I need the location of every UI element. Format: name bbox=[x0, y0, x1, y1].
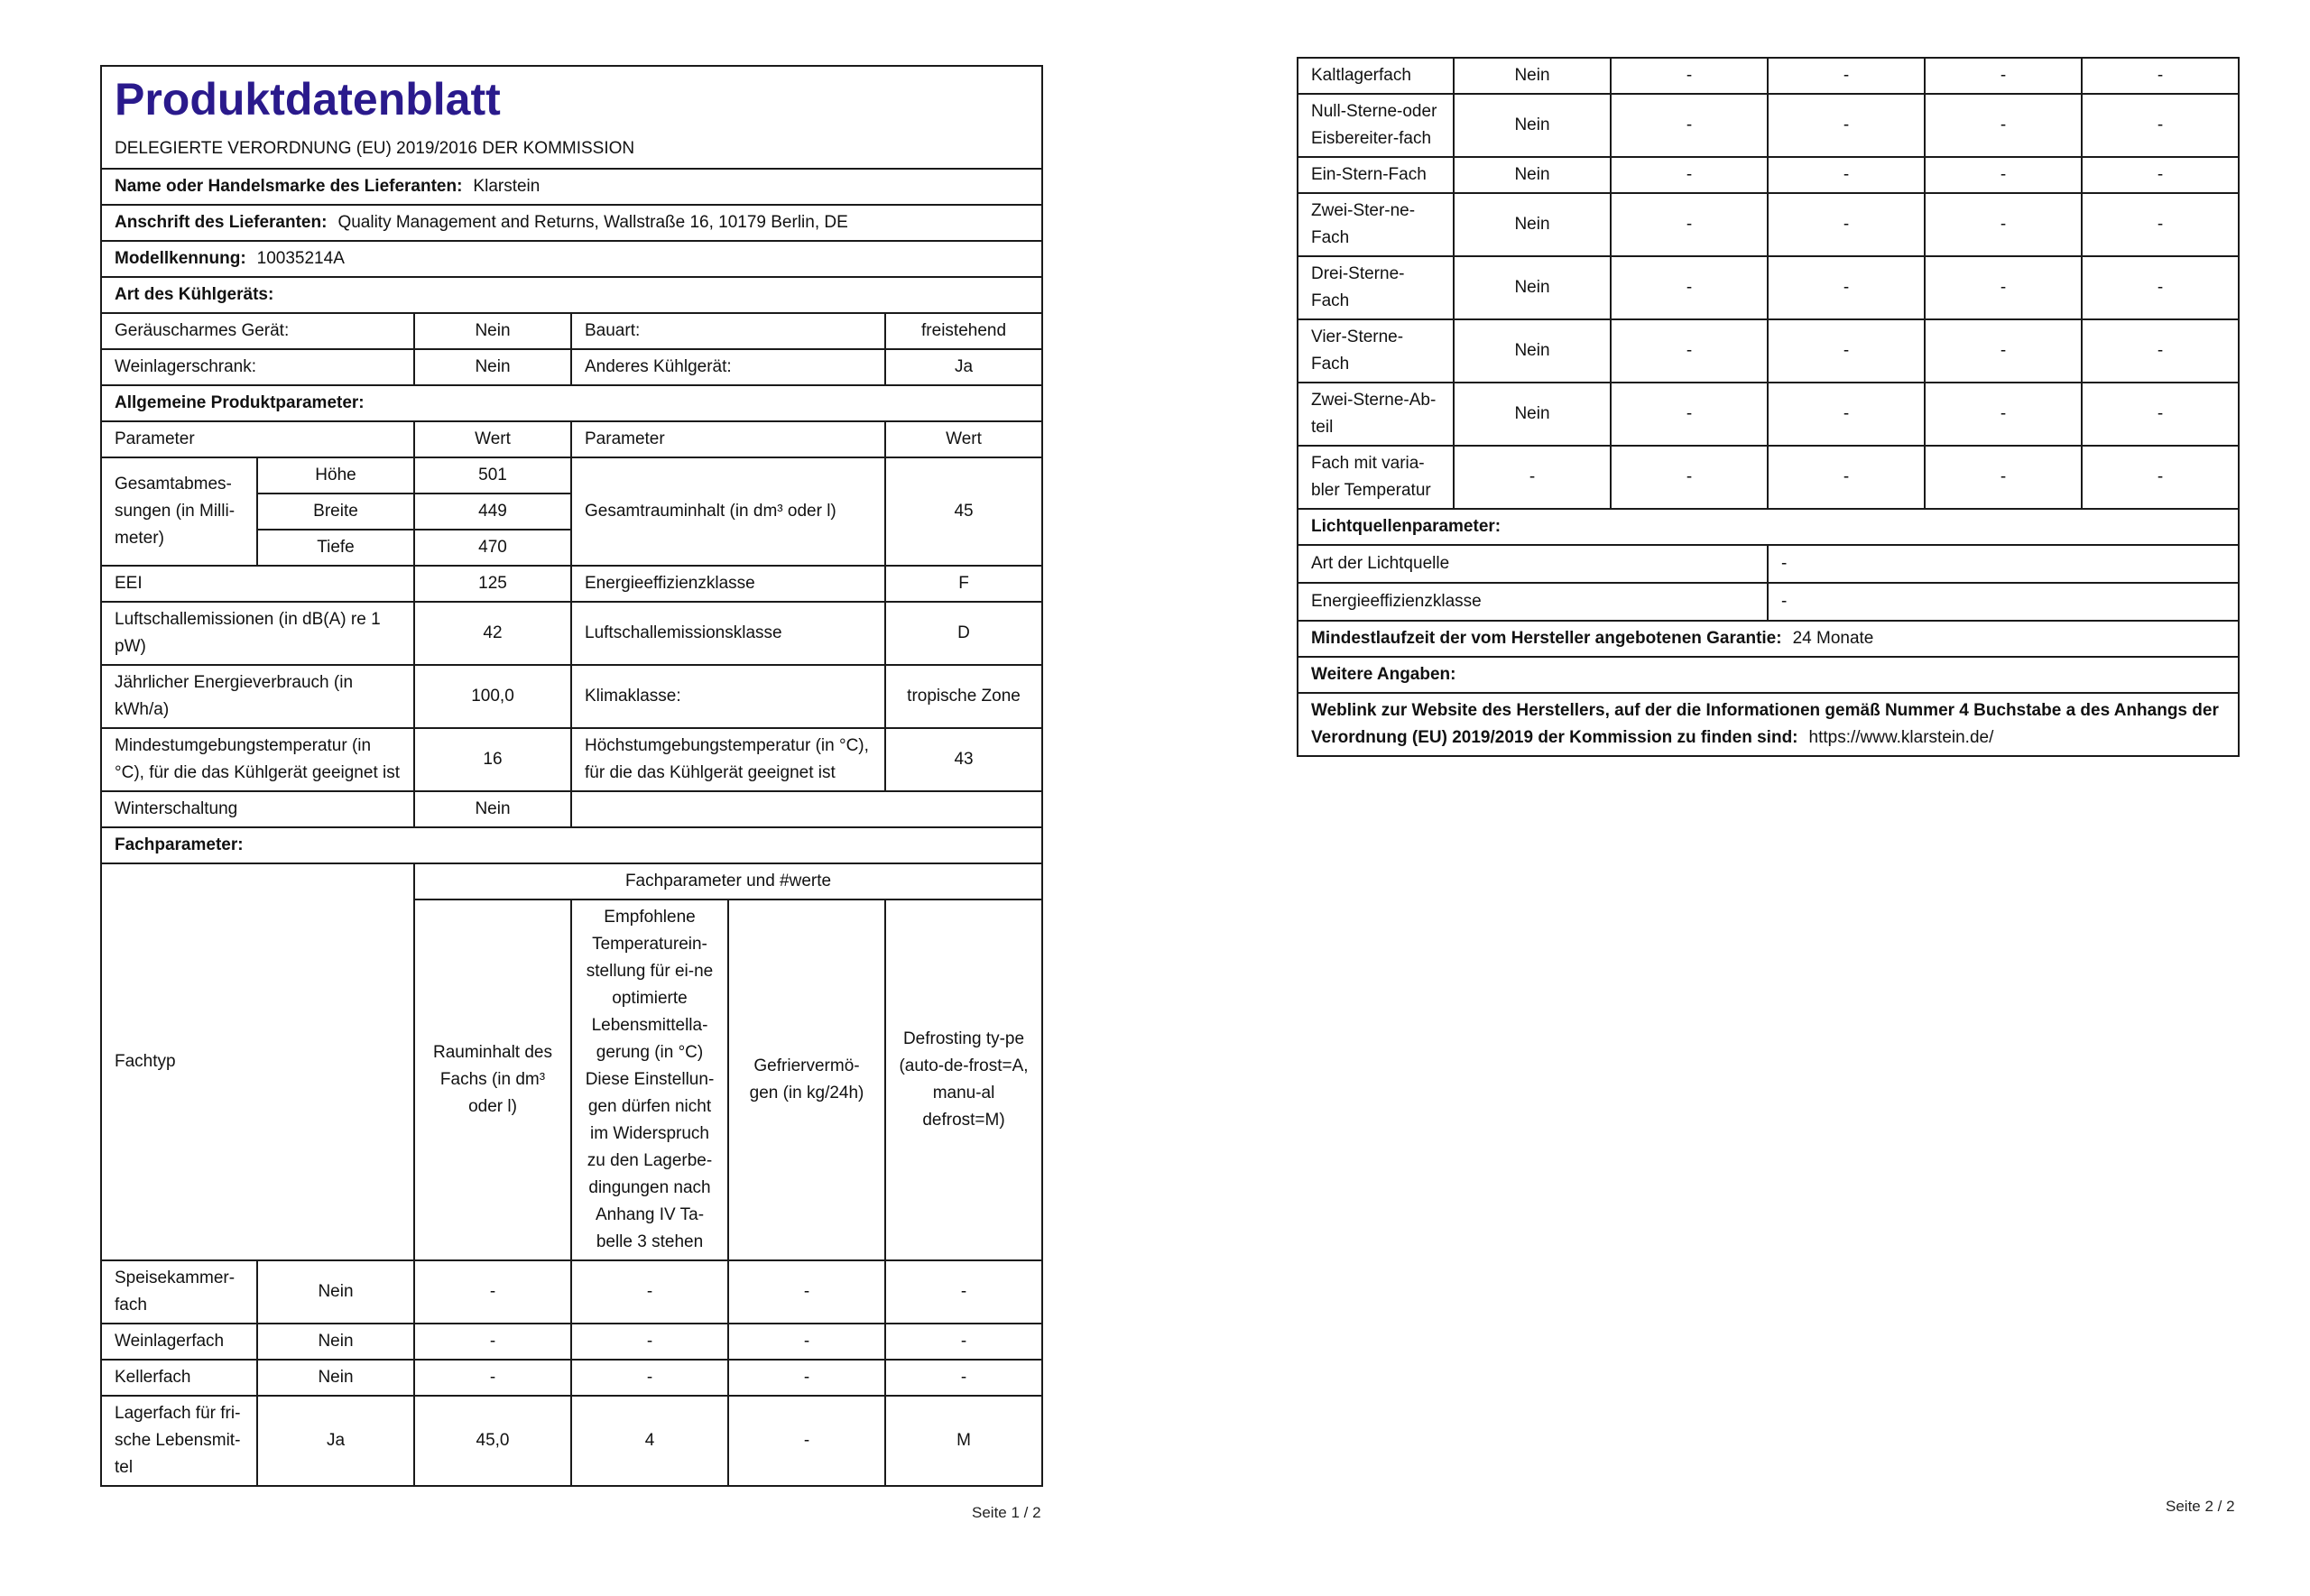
type-param: Geräuscharmes Gerät: bbox=[101, 313, 414, 349]
param-name: Jährlicher Energieverbrauch (in kWh/a) bbox=[101, 665, 414, 728]
fach-present: Ja bbox=[257, 1396, 414, 1486]
fach-value: - bbox=[1768, 58, 1925, 94]
dimension-name: Tiefe bbox=[257, 530, 414, 566]
param-name: Mindestumgebungstemperatur (in °C), für die das Kühlgerät geeignet ist bbox=[101, 728, 414, 791]
light-param-value: - bbox=[1768, 545, 2239, 583]
fach-present: Nein bbox=[1454, 256, 1611, 319]
further-heading: Weitere Angaben: bbox=[1298, 657, 2239, 693]
fach-value: - bbox=[885, 1360, 1042, 1396]
fach-value: - bbox=[2082, 256, 2239, 319]
type-param: Bauart: bbox=[571, 313, 885, 349]
fach-name: Zwei-Ster-ne-Fach bbox=[1298, 193, 1454, 256]
fach-present: Nein bbox=[257, 1360, 414, 1396]
fach-value: - bbox=[885, 1324, 1042, 1360]
fach-value: - bbox=[1925, 319, 2082, 383]
param-value: 100,0 bbox=[414, 665, 571, 728]
param-value: tropische Zone bbox=[885, 665, 1042, 728]
light-heading: Lichtquellenparameter: bbox=[1298, 509, 2239, 545]
fach-present: - bbox=[1454, 446, 1611, 509]
type-heading: Art des Kühlgeräts: bbox=[101, 277, 1042, 313]
column-header-parameter: Parameter bbox=[571, 421, 885, 457]
fach-name: Ein-Stern-Fach bbox=[1298, 157, 1454, 193]
fach-value: - bbox=[1925, 383, 2082, 446]
fach-value: M bbox=[885, 1396, 1042, 1486]
fach-value: - bbox=[1925, 446, 2082, 509]
general-heading: Allgemeine Produktparameter: bbox=[101, 385, 1042, 421]
fach-value: 4 bbox=[571, 1396, 728, 1486]
fach-value: - bbox=[2082, 193, 2239, 256]
fach-value: - bbox=[885, 1260, 1042, 1324]
fach-present: Nein bbox=[257, 1260, 414, 1324]
model-row bbox=[101, 241, 1042, 277]
param-name: Luftschallemissionen (in dB(A) re 1 pW) bbox=[101, 602, 414, 665]
fach-name: Kaltlagerfach bbox=[1298, 58, 1454, 94]
document-title: Produktdatenblatt bbox=[115, 74, 501, 125]
fach-value: - bbox=[728, 1324, 885, 1360]
fach-value: - bbox=[728, 1396, 885, 1486]
model-value: 10035214A bbox=[256, 249, 345, 268]
fach-value: - bbox=[1768, 157, 1925, 193]
fach-value: - bbox=[1925, 256, 2082, 319]
fach-name: Drei-Sterne-Fach bbox=[1298, 256, 1454, 319]
weblink-value[interactable]: https://www.klarstein.de/ bbox=[1808, 728, 1994, 747]
fach-value: - bbox=[2082, 157, 2239, 193]
column-header-value: Wert bbox=[885, 421, 1042, 457]
empty-cell bbox=[571, 791, 1042, 827]
datasheet-table-page-2 bbox=[1297, 57, 2240, 757]
type-value: Nein bbox=[414, 349, 571, 385]
fach-present: Nein bbox=[1454, 319, 1611, 383]
fach-value: - bbox=[1768, 94, 1925, 157]
fach-value: - bbox=[1611, 157, 1768, 193]
param-name: Energieeffizienzklasse bbox=[571, 566, 885, 602]
fach-value: - bbox=[1768, 193, 1925, 256]
column-header-value: Wert bbox=[414, 421, 571, 457]
dimension-value: 449 bbox=[414, 494, 571, 530]
weblink-row bbox=[1298, 693, 2239, 756]
fach-value: - bbox=[1925, 58, 2082, 94]
fach-value: - bbox=[1611, 58, 1768, 94]
fach-name: Zwei-Sterne-Ab-teil bbox=[1298, 383, 1454, 446]
param-value: 43 bbox=[885, 728, 1042, 791]
param-name: Klimaklasse: bbox=[571, 665, 885, 728]
fach-value: - bbox=[1611, 446, 1768, 509]
fach-value: - bbox=[1768, 446, 1925, 509]
type-param: Weinlagerschrank: bbox=[101, 349, 414, 385]
warranty-label: Mindestlaufzeit der vom Hersteller angebotenen Garantie: bbox=[1311, 629, 1782, 648]
fach-col-volume: Rauminhalt des Fachs (in dm³ oder l) bbox=[414, 899, 571, 1260]
param-name: EEI bbox=[101, 566, 414, 602]
fach-value: - bbox=[1768, 319, 1925, 383]
supplier-label: Name oder Handelsmarke des Lieferanten: bbox=[115, 177, 463, 196]
fach-value: - bbox=[1925, 157, 2082, 193]
supplier-row bbox=[101, 169, 1042, 205]
model-label: Modellkennung: bbox=[115, 249, 246, 268]
fach-value: - bbox=[2082, 58, 2239, 94]
page-number-2: Seite 2 / 2 bbox=[2166, 1498, 2235, 1515]
fach-heading: Fachparameter: bbox=[101, 827, 1042, 863]
fach-value: - bbox=[1611, 319, 1768, 383]
fach-value: - bbox=[1611, 94, 1768, 157]
warranty-value: 24 Monate bbox=[1792, 629, 1874, 648]
volume-value: 45 bbox=[885, 457, 1042, 566]
fach-value: - bbox=[571, 1360, 728, 1396]
dimension-name: Breite bbox=[257, 494, 414, 530]
fach-name: Lagerfach für fri-sche Lebensmit-tel bbox=[101, 1396, 257, 1486]
param-value: 16 bbox=[414, 728, 571, 791]
fach-value: - bbox=[414, 1324, 571, 1360]
winter-value: Nein bbox=[414, 791, 571, 827]
page-number-1: Seite 1 / 2 bbox=[972, 1504, 1041, 1521]
fach-name: Weinlagerfach bbox=[101, 1324, 257, 1360]
param-value: 125 bbox=[414, 566, 571, 602]
fach-group-header: Fachparameter und #werte bbox=[414, 863, 1042, 899]
type-value: Nein bbox=[414, 313, 571, 349]
address-value: Quality Management and Returns, Wallstraße 16, 10179 Berlin, DE bbox=[337, 213, 848, 232]
fach-present: Nein bbox=[1454, 383, 1611, 446]
fach-name: Speisekammer-fach bbox=[101, 1260, 257, 1324]
param-value: F bbox=[885, 566, 1042, 602]
fach-value: - bbox=[2082, 319, 2239, 383]
datasheet-table-page-1 bbox=[100, 65, 1043, 1487]
fach-value: - bbox=[1611, 383, 1768, 446]
fach-value: - bbox=[728, 1260, 885, 1324]
fach-present: Nein bbox=[1454, 157, 1611, 193]
fach-value: - bbox=[1768, 256, 1925, 319]
light-param-label: Energieeffizienzklasse bbox=[1298, 583, 1768, 621]
param-name: Luftschallemissionsklasse bbox=[571, 602, 885, 665]
dimension-name: Höhe bbox=[257, 457, 414, 494]
light-param-value: - bbox=[1768, 583, 2239, 621]
param-name: Höchstumgebungstemperatur (in °C), für die das Kühlgerät geeignet ist bbox=[571, 728, 885, 791]
fach-value: - bbox=[414, 1260, 571, 1324]
address-label: Anschrift des Lieferanten: bbox=[115, 213, 328, 232]
address-row bbox=[101, 205, 1042, 241]
datasheet-page-2 bbox=[1297, 57, 2238, 757]
header-cell bbox=[101, 66, 1042, 169]
param-value: D bbox=[885, 602, 1042, 665]
fach-col-temperature: Empfohlene Temperaturein-stellung für ei-ne optimierte Lebensmittella-gerung (in °C) Diese Einstellun-gen dürfen nicht im Widerspruch zu den Lagerbe-dingungen nach Anhang IV Ta-belle 3 stehen bbox=[571, 899, 728, 1260]
fach-col-defrost: Defrosting ty-pe (auto-de-frost=A, manu-al defrost=M) bbox=[885, 899, 1042, 1260]
supplier-value: Klarstein bbox=[473, 177, 541, 196]
datasheet-page-1 bbox=[100, 65, 1041, 1487]
fach-value: - bbox=[2082, 383, 2239, 446]
fach-value: - bbox=[2082, 446, 2239, 509]
regulation-subtitle: DELEGIERTE VERORDNUNG (EU) 2019/2016 DER KOMMISSION bbox=[115, 139, 635, 158]
dimension-value: 470 bbox=[414, 530, 571, 566]
warranty-row bbox=[1298, 621, 2239, 657]
light-param-label: Art der Lichtquelle bbox=[1298, 545, 1768, 583]
fach-type-header: Fachtyp bbox=[101, 863, 414, 1260]
fach-col-freezing: Gefriervermö-gen (in kg/24h) bbox=[728, 899, 885, 1260]
fach-present: Nein bbox=[1454, 58, 1611, 94]
type-value: freistehend bbox=[885, 313, 1042, 349]
dimensions-label: Gesamtabmes-sungen (in Milli-meter) bbox=[101, 457, 257, 566]
fach-value: 45,0 bbox=[414, 1396, 571, 1486]
fach-name: Null-Sterne-oder Eisbereiter-fach bbox=[1298, 94, 1454, 157]
fach-name: Kellerfach bbox=[101, 1360, 257, 1396]
weblink-label: Weblink zur Website des Herstellers, auf der die Informationen gemäß Nummer 4 Buchstabe a des Anhangs der Verordnung (EU) 2019/2019 der Kommission zu finden sind: bbox=[1311, 701, 2219, 747]
fach-value: - bbox=[1611, 193, 1768, 256]
type-param: Anderes Kühlgerät: bbox=[571, 349, 885, 385]
fach-value: - bbox=[1925, 94, 2082, 157]
winter-label: Winterschaltung bbox=[101, 791, 414, 827]
fach-value: - bbox=[1611, 256, 1768, 319]
column-header-parameter: Parameter bbox=[101, 421, 414, 457]
fach-value: - bbox=[1925, 193, 2082, 256]
param-value: 42 bbox=[414, 602, 571, 665]
dimension-value: 501 bbox=[414, 457, 571, 494]
type-value: Ja bbox=[885, 349, 1042, 385]
fach-value: - bbox=[414, 1360, 571, 1396]
fach-value: - bbox=[571, 1260, 728, 1324]
fach-present: Nein bbox=[1454, 94, 1611, 157]
fach-present: Nein bbox=[257, 1324, 414, 1360]
fach-value: - bbox=[571, 1324, 728, 1360]
fach-value: - bbox=[2082, 94, 2239, 157]
fach-name: Fach mit varia-bler Temperatur bbox=[1298, 446, 1454, 509]
fach-present: Nein bbox=[1454, 193, 1611, 256]
fach-value: - bbox=[1768, 383, 1925, 446]
fach-name: Vier-Sterne-Fach bbox=[1298, 319, 1454, 383]
fach-value: - bbox=[728, 1360, 885, 1396]
volume-label: Gesamtrauminhalt (in dm³ oder l) bbox=[571, 457, 885, 566]
